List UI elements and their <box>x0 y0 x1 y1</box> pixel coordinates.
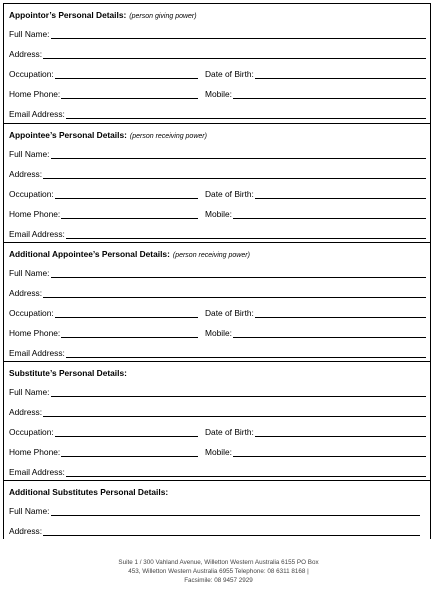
email-field[interactable] <box>9 108 426 119</box>
occupation-label: Occupation: <box>9 427 54 437</box>
mobile-line[interactable] <box>233 448 426 457</box>
occupation-label: Occupation: <box>9 308 54 318</box>
full-name-label: Full Name: <box>9 268 50 278</box>
email-label: Email Address: <box>9 348 65 358</box>
dob-label: Date of Birth: <box>205 308 254 318</box>
home-phone-line[interactable] <box>61 210 198 219</box>
dob-field[interactable] <box>205 68 426 79</box>
address-field[interactable] <box>9 525 420 536</box>
address-line[interactable] <box>43 289 426 298</box>
section-title-text: Appointor’s Personal Details: <box>9 10 127 20</box>
footer-line-3: Facsimile: 08 9457 2929 <box>184 577 253 584</box>
mobile-field[interactable] <box>205 208 426 219</box>
home-phone-field[interactable] <box>9 208 198 219</box>
home-phone-field[interactable] <box>9 446 198 457</box>
section-title <box>9 249 250 259</box>
email-line[interactable] <box>66 468 426 477</box>
section-title-text: Substitute’s Personal Details: <box>9 368 127 378</box>
address-label: Address: <box>9 288 43 298</box>
additional-substitutes-section <box>4 480 430 540</box>
dob-line[interactable] <box>255 428 426 437</box>
email-label: Email Address: <box>9 229 65 239</box>
address-line[interactable] <box>43 408 426 417</box>
home-phone-field[interactable] <box>9 88 198 99</box>
dob-line[interactable] <box>255 190 426 199</box>
email-field[interactable] <box>9 347 426 358</box>
dob-label: Date of Birth: <box>205 427 254 437</box>
mobile-field[interactable] <box>205 327 426 338</box>
occupation-line[interactable] <box>55 428 198 437</box>
full-name-line[interactable] <box>51 269 427 278</box>
footer-line-1: Suite 1 / 300 Vahland Avenue, Willetton Western Australia 6155 PO Box <box>118 559 319 566</box>
occupation-field[interactable] <box>9 307 198 318</box>
additional-appointee-section <box>4 242 430 361</box>
dob-field[interactable] <box>205 426 426 437</box>
section-title-text: Additional Appointee’s Personal Details: <box>9 249 170 259</box>
address-field[interactable] <box>9 287 426 298</box>
appointor-section <box>4 4 430 123</box>
full-name-line[interactable] <box>51 150 427 159</box>
mobile-line[interactable] <box>233 329 426 338</box>
home-phone-label: Home Phone: <box>9 209 61 219</box>
mobile-label: Mobile: <box>205 89 232 99</box>
home-phone-line[interactable] <box>61 90 198 99</box>
section-note: (person giving power) <box>129 13 197 20</box>
mobile-label: Mobile: <box>205 209 232 219</box>
full-name-label: Full Name: <box>9 506 50 516</box>
email-field[interactable] <box>9 466 426 477</box>
email-label: Email Address: <box>9 467 65 477</box>
full-name-line[interactable] <box>51 388 427 397</box>
full-name-field[interactable] <box>9 148 426 159</box>
dob-label: Date of Birth: <box>205 69 254 79</box>
occupation-field[interactable] <box>9 426 198 437</box>
full-name-field[interactable] <box>9 505 420 516</box>
full-name-line[interactable] <box>51 507 421 516</box>
email-line[interactable] <box>66 349 426 358</box>
home-phone-field[interactable] <box>9 327 198 338</box>
home-phone-label: Home Phone: <box>9 89 61 99</box>
full-name-label: Full Name: <box>9 149 50 159</box>
email-label: Email Address: <box>9 109 65 119</box>
section-title <box>9 10 197 20</box>
home-phone-label: Home Phone: <box>9 328 61 338</box>
home-phone-line[interactable] <box>61 329 198 338</box>
section-title <box>9 368 127 378</box>
mobile-label: Mobile: <box>205 447 232 457</box>
address-field[interactable] <box>9 48 426 59</box>
address-label: Address: <box>9 407 43 417</box>
appointee-section <box>4 123 430 242</box>
address-label: Address: <box>9 169 43 179</box>
dob-line[interactable] <box>255 70 426 79</box>
address-field[interactable] <box>9 406 426 417</box>
occupation-label: Occupation: <box>9 69 54 79</box>
section-note: (person receiving power) <box>172 252 250 259</box>
address-line[interactable] <box>43 50 426 59</box>
email-line[interactable] <box>66 110 426 119</box>
home-phone-label: Home Phone: <box>9 447 61 457</box>
section-note: (person receiving power) <box>129 133 207 140</box>
full-name-field[interactable] <box>9 28 426 39</box>
occupation-line[interactable] <box>55 70 198 79</box>
full-name-label: Full Name: <box>9 387 50 397</box>
full-name-field[interactable] <box>9 386 426 397</box>
footer-line-2: 453, Willetton Western Australia 6955 Telephone: 08 6311 8168 | <box>128 568 309 575</box>
address-label: Address: <box>9 526 43 536</box>
dob-field[interactable] <box>205 188 426 199</box>
mobile-line[interactable] <box>233 210 426 219</box>
section-title-text: Appointee’s Personal Details: <box>9 130 127 140</box>
section-title-text: Additional Substitutes Personal Details: <box>9 487 169 497</box>
occupation-label: Occupation: <box>9 189 54 199</box>
full-name-field[interactable] <box>9 267 426 278</box>
full-name-label: Full Name: <box>9 29 50 39</box>
dob-line[interactable] <box>255 309 426 318</box>
mobile-line[interactable] <box>233 90 426 99</box>
email-line[interactable] <box>66 230 426 239</box>
home-phone-line[interactable] <box>61 448 198 457</box>
full-name-line[interactable] <box>51 30 427 39</box>
address-label: Address: <box>9 49 43 59</box>
mobile-field[interactable] <box>205 88 426 99</box>
section-title <box>9 130 207 140</box>
mobile-label: Mobile: <box>205 328 232 338</box>
address-line[interactable] <box>43 170 426 179</box>
email-field[interactable] <box>9 228 426 239</box>
personal-details-form <box>3 3 431 539</box>
occupation-line[interactable] <box>55 309 198 318</box>
occupation-line[interactable] <box>55 190 198 199</box>
occupation-field[interactable] <box>9 68 198 79</box>
address-field[interactable] <box>9 168 426 179</box>
section-title <box>9 487 168 497</box>
dob-label: Date of Birth: <box>205 189 254 199</box>
mobile-field[interactable] <box>205 446 426 457</box>
substitute-section <box>4 361 430 480</box>
footer-contact <box>0 558 437 585</box>
dob-field[interactable] <box>205 307 426 318</box>
occupation-field[interactable] <box>9 188 198 199</box>
address-line[interactable] <box>43 527 420 536</box>
